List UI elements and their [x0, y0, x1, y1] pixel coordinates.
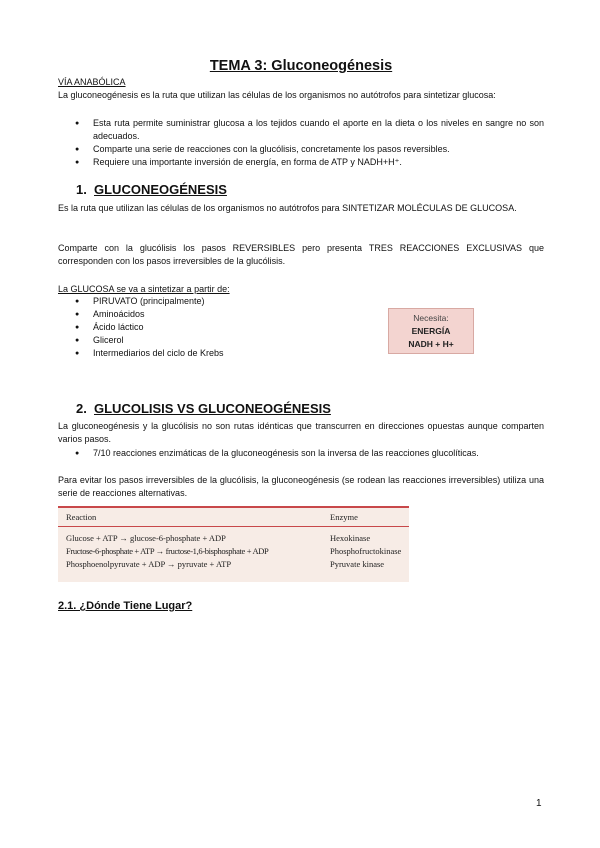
section-1-number: 1.: [76, 182, 87, 197]
intro-bullet-list: [58, 117, 544, 169]
needs-label: Necesita:: [413, 313, 449, 323]
table-row: [58, 532, 409, 545]
list-item: ● Intermediarios del ciclo de Krebs: [58, 347, 358, 360]
section-2-paragraph-2: Para evitar los pasos irreversibles de la glucólisis, la gluconeogénesis (se rodean las reacciones irreversibles) utiliza una serie de reacciones alternativas.: [58, 475, 544, 498]
list-item: ● PIRUVATO (principalmente): [58, 295, 358, 308]
reaction-table: [58, 506, 409, 582]
table-row: [58, 545, 409, 558]
section-1-list: [58, 295, 358, 360]
intro-bullet: ● Esta ruta permite suministrar glucosa a los tejidos cuando el aporte en la dieta o los niveles en sangre no son adecuados.: [58, 117, 544, 143]
list-item: ● Glicerol: [58, 334, 358, 347]
needs-energy-box: [388, 308, 474, 354]
enzyme-cell: Phosphofructokinase: [330, 546, 402, 556]
page-title: TEMA 3: Gluconeogénesis: [209, 58, 393, 74]
section-2-number: 2.: [76, 401, 87, 416]
reaction-cell: Glucose + ATP → glucose-6-phosphate + ADP: [66, 533, 226, 543]
list-item: ● Aminoácidos: [58, 308, 358, 321]
section-2-1-heading: 2.1. ¿Dónde Tiene Lugar?: [58, 600, 193, 612]
list-item: ● Ácido láctico: [58, 321, 358, 334]
section-2-paragraph-1: La gluconeogénesis y la glucólisis no son rutas idénticas que transcurren en direcciones opuestas aunque comparten varios pasos.: [58, 421, 544, 444]
enzyme-cell: Hexokinase: [330, 533, 371, 543]
section-1-list-heading: La GLUCOSA se va a sintetizar a partir de:: [58, 284, 230, 294]
intro-text: La gluconeogénesis es la ruta que utilizan las células de los organismos no autótrofos para sintetizar glucosa:: [58, 90, 496, 100]
needs-nadh: NADH + H+: [408, 339, 454, 349]
section-2-title: GLUCOLISIS VS GLUCONEOGÉNESIS: [94, 401, 331, 416]
section-1-heading: [76, 182, 227, 197]
needs-energy: ENERGÍA: [411, 326, 451, 336]
intro-heading: VÍA ANABÓLICA: [58, 77, 126, 87]
section-2-bullet-list: [58, 447, 544, 460]
enzyme-column-header: Enzyme: [330, 512, 358, 522]
section-1-paragraph-1: Es la ruta que utilizan las células de los organismos no autótrofos para SINTETIZAR MOLÉCULAS DE GLUCOSA.: [58, 203, 517, 213]
enzyme-cell: Pyruvate kinase: [330, 559, 385, 569]
section-1-paragraph-2: Comparte con la glucólisis los pasos REVERSIBLES pero presenta TRES REACCIONES EXCLUSIVAS que corresponden con los pasos irreversibles de la glucólisis.: [58, 243, 544, 266]
reaction-cell: Phosphoenolpyruvate + ADP → pyruvate + ATP: [66, 559, 232, 569]
reaction-table-header: [58, 508, 409, 527]
reaction-cell: Fructose-6-phosphate + ATP → fructose-1,6-bisphosphate + ADP: [66, 546, 269, 556]
page-number: 1: [536, 798, 542, 809]
intro-bullet: ● Comparte una serie de reacciones con la glucólisis, concretamente los pasos reversibles.: [58, 143, 544, 156]
section-2-bullet: ● 7/10 reacciones enzimáticas de la gluconeogénesis son la inversa de las reacciones glucolíticas.: [58, 447, 544, 460]
intro-bullet: ● Requiere una importante inversión de energía, en forma de ATP y NADH+H⁺.: [58, 156, 544, 169]
section-1-title: GLUCONEOGÉNESIS: [94, 182, 227, 197]
table-row: [58, 558, 409, 571]
reaction-column-header: Reaction: [66, 512, 97, 522]
section-2-heading: [76, 401, 331, 416]
